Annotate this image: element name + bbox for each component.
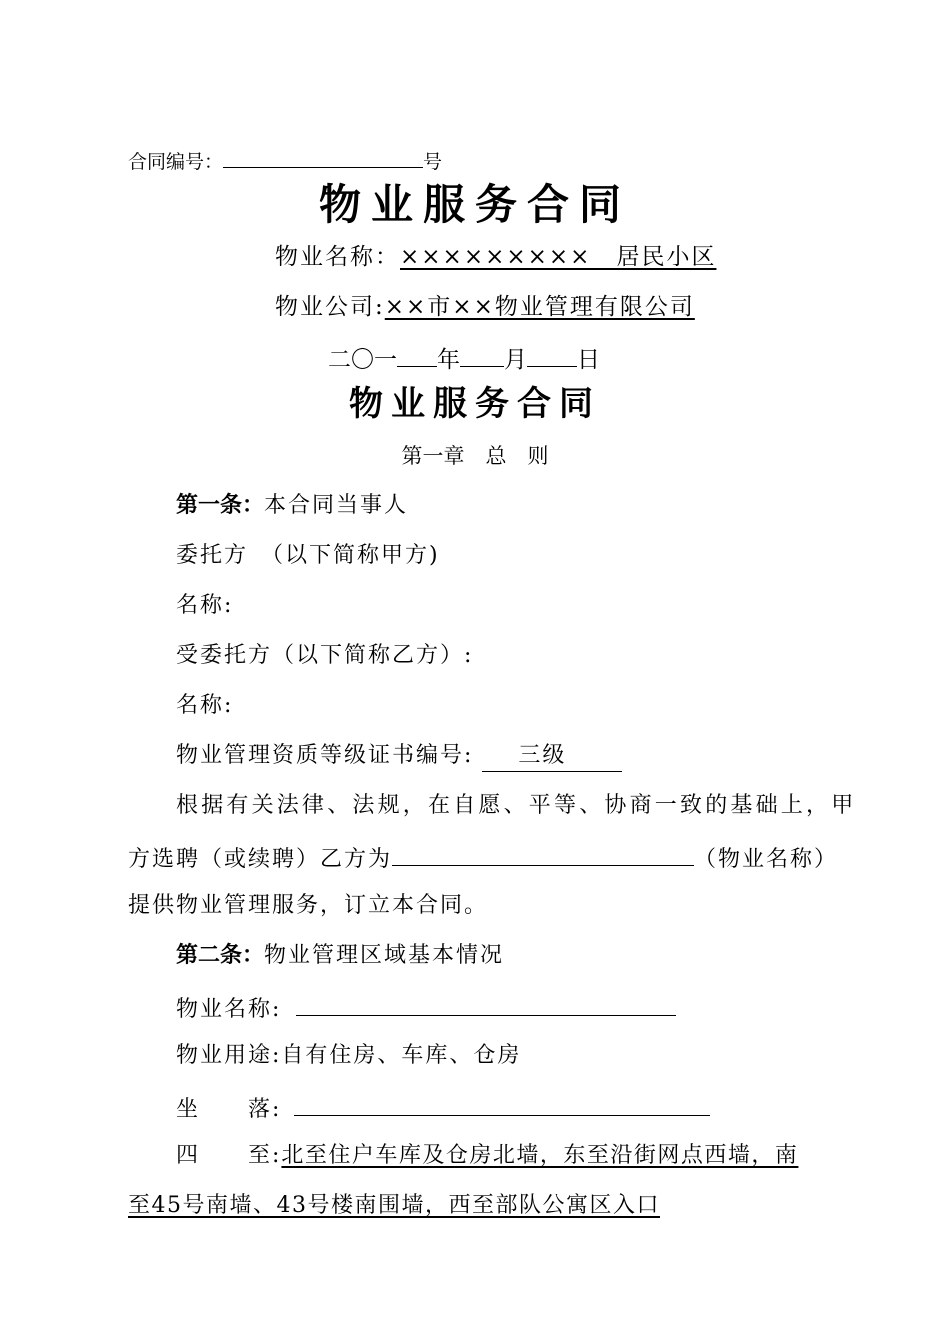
property-use-line bbox=[176, 1041, 521, 1071]
boundary-line-2: 至45号南墙、43号楼南围墙，西至部队公寓区入口 bbox=[128, 1193, 660, 1218]
boundary-label: 四 至: bbox=[176, 1143, 282, 1168]
cover-date-line bbox=[328, 342, 600, 375]
paragraph-1-line-3: 提供物业管理服务，订立本合同。 bbox=[128, 893, 489, 918]
date-month-label: 月 bbox=[504, 347, 527, 373]
paragraph-1-line-1: 根据有关法律、法规，在自愿、平等、协商一致的基础上，甲 bbox=[176, 793, 857, 818]
cover-title: 物业服务合同 bbox=[318, 180, 631, 229]
date-day-label: 日 bbox=[577, 347, 600, 373]
article-1 bbox=[176, 491, 408, 521]
cover-company-line bbox=[275, 292, 695, 322]
date-year-blank[interactable] bbox=[397, 342, 437, 367]
article-1-label: 第一条： bbox=[176, 493, 265, 518]
location-field[interactable] bbox=[294, 1091, 710, 1116]
contract-number-blank[interactable] bbox=[223, 143, 423, 168]
party-a-name: 名称: bbox=[176, 593, 234, 618]
paragraph-1-line-2-a: 方选聘（或续聘）乙方为 bbox=[128, 847, 393, 872]
cover-company-label: 物业公司: bbox=[275, 294, 385, 320]
property-use-value: 自有住房、车库、仓房 bbox=[281, 1043, 522, 1068]
party-b-name: 名称: bbox=[176, 693, 234, 718]
property-name-label: 物业名称: bbox=[176, 997, 282, 1022]
party-a-line: 委托方 （以下简称甲方) bbox=[176, 543, 440, 568]
boundary-text-1: 北至住户车库及仓房北墙，东至沿街网点西墙，南 bbox=[281, 1143, 799, 1168]
paragraph-1-line-2-b: （物业名称） bbox=[694, 847, 839, 872]
cover-company-value: ××市××物业管理有限公司 bbox=[384, 294, 695, 320]
boundary-line-1 bbox=[176, 1141, 798, 1171]
cover-property-name-value: ××××××××× 居民小区 bbox=[400, 244, 717, 270]
party-b-line: 受委托方（以下简称乙方）: bbox=[176, 643, 474, 668]
article-2-label: 第二条： bbox=[176, 943, 265, 968]
contract-number-suffix: 号 bbox=[423, 151, 443, 173]
article-2 bbox=[176, 941, 504, 971]
contract-number-line bbox=[128, 143, 442, 177]
certificate-line bbox=[176, 741, 622, 772]
cover-property-name-line bbox=[275, 242, 716, 272]
cover-property-name-label: 物业名称： bbox=[275, 244, 400, 270]
paragraph-1-line-2 bbox=[128, 841, 838, 875]
property-name-line bbox=[176, 991, 676, 1025]
article-2-text: 物业管理区域基本情况 bbox=[264, 943, 505, 968]
body-title: 物业服务合同 bbox=[349, 384, 601, 424]
property-name-field[interactable] bbox=[296, 991, 676, 1016]
date-year-label: 年 bbox=[437, 347, 460, 373]
date-prefix: 二〇一 bbox=[328, 347, 397, 373]
location-label: 坐 落: bbox=[176, 1097, 282, 1122]
date-day-blank[interactable] bbox=[527, 342, 577, 367]
location-line bbox=[176, 1091, 710, 1125]
chapter-heading: 第一章 总 则 bbox=[401, 444, 549, 468]
contract-number-label: 合同编号： bbox=[128, 151, 224, 173]
certificate-value: 三级 bbox=[482, 741, 622, 772]
certificate-label: 物业管理资质等级证书编号: bbox=[176, 743, 474, 768]
property-use-label: 物业用途: bbox=[176, 1043, 282, 1068]
property-name-blank[interactable] bbox=[392, 841, 694, 866]
article-1-text: 本合同当事人 bbox=[264, 493, 409, 518]
date-month-blank[interactable] bbox=[460, 342, 504, 367]
